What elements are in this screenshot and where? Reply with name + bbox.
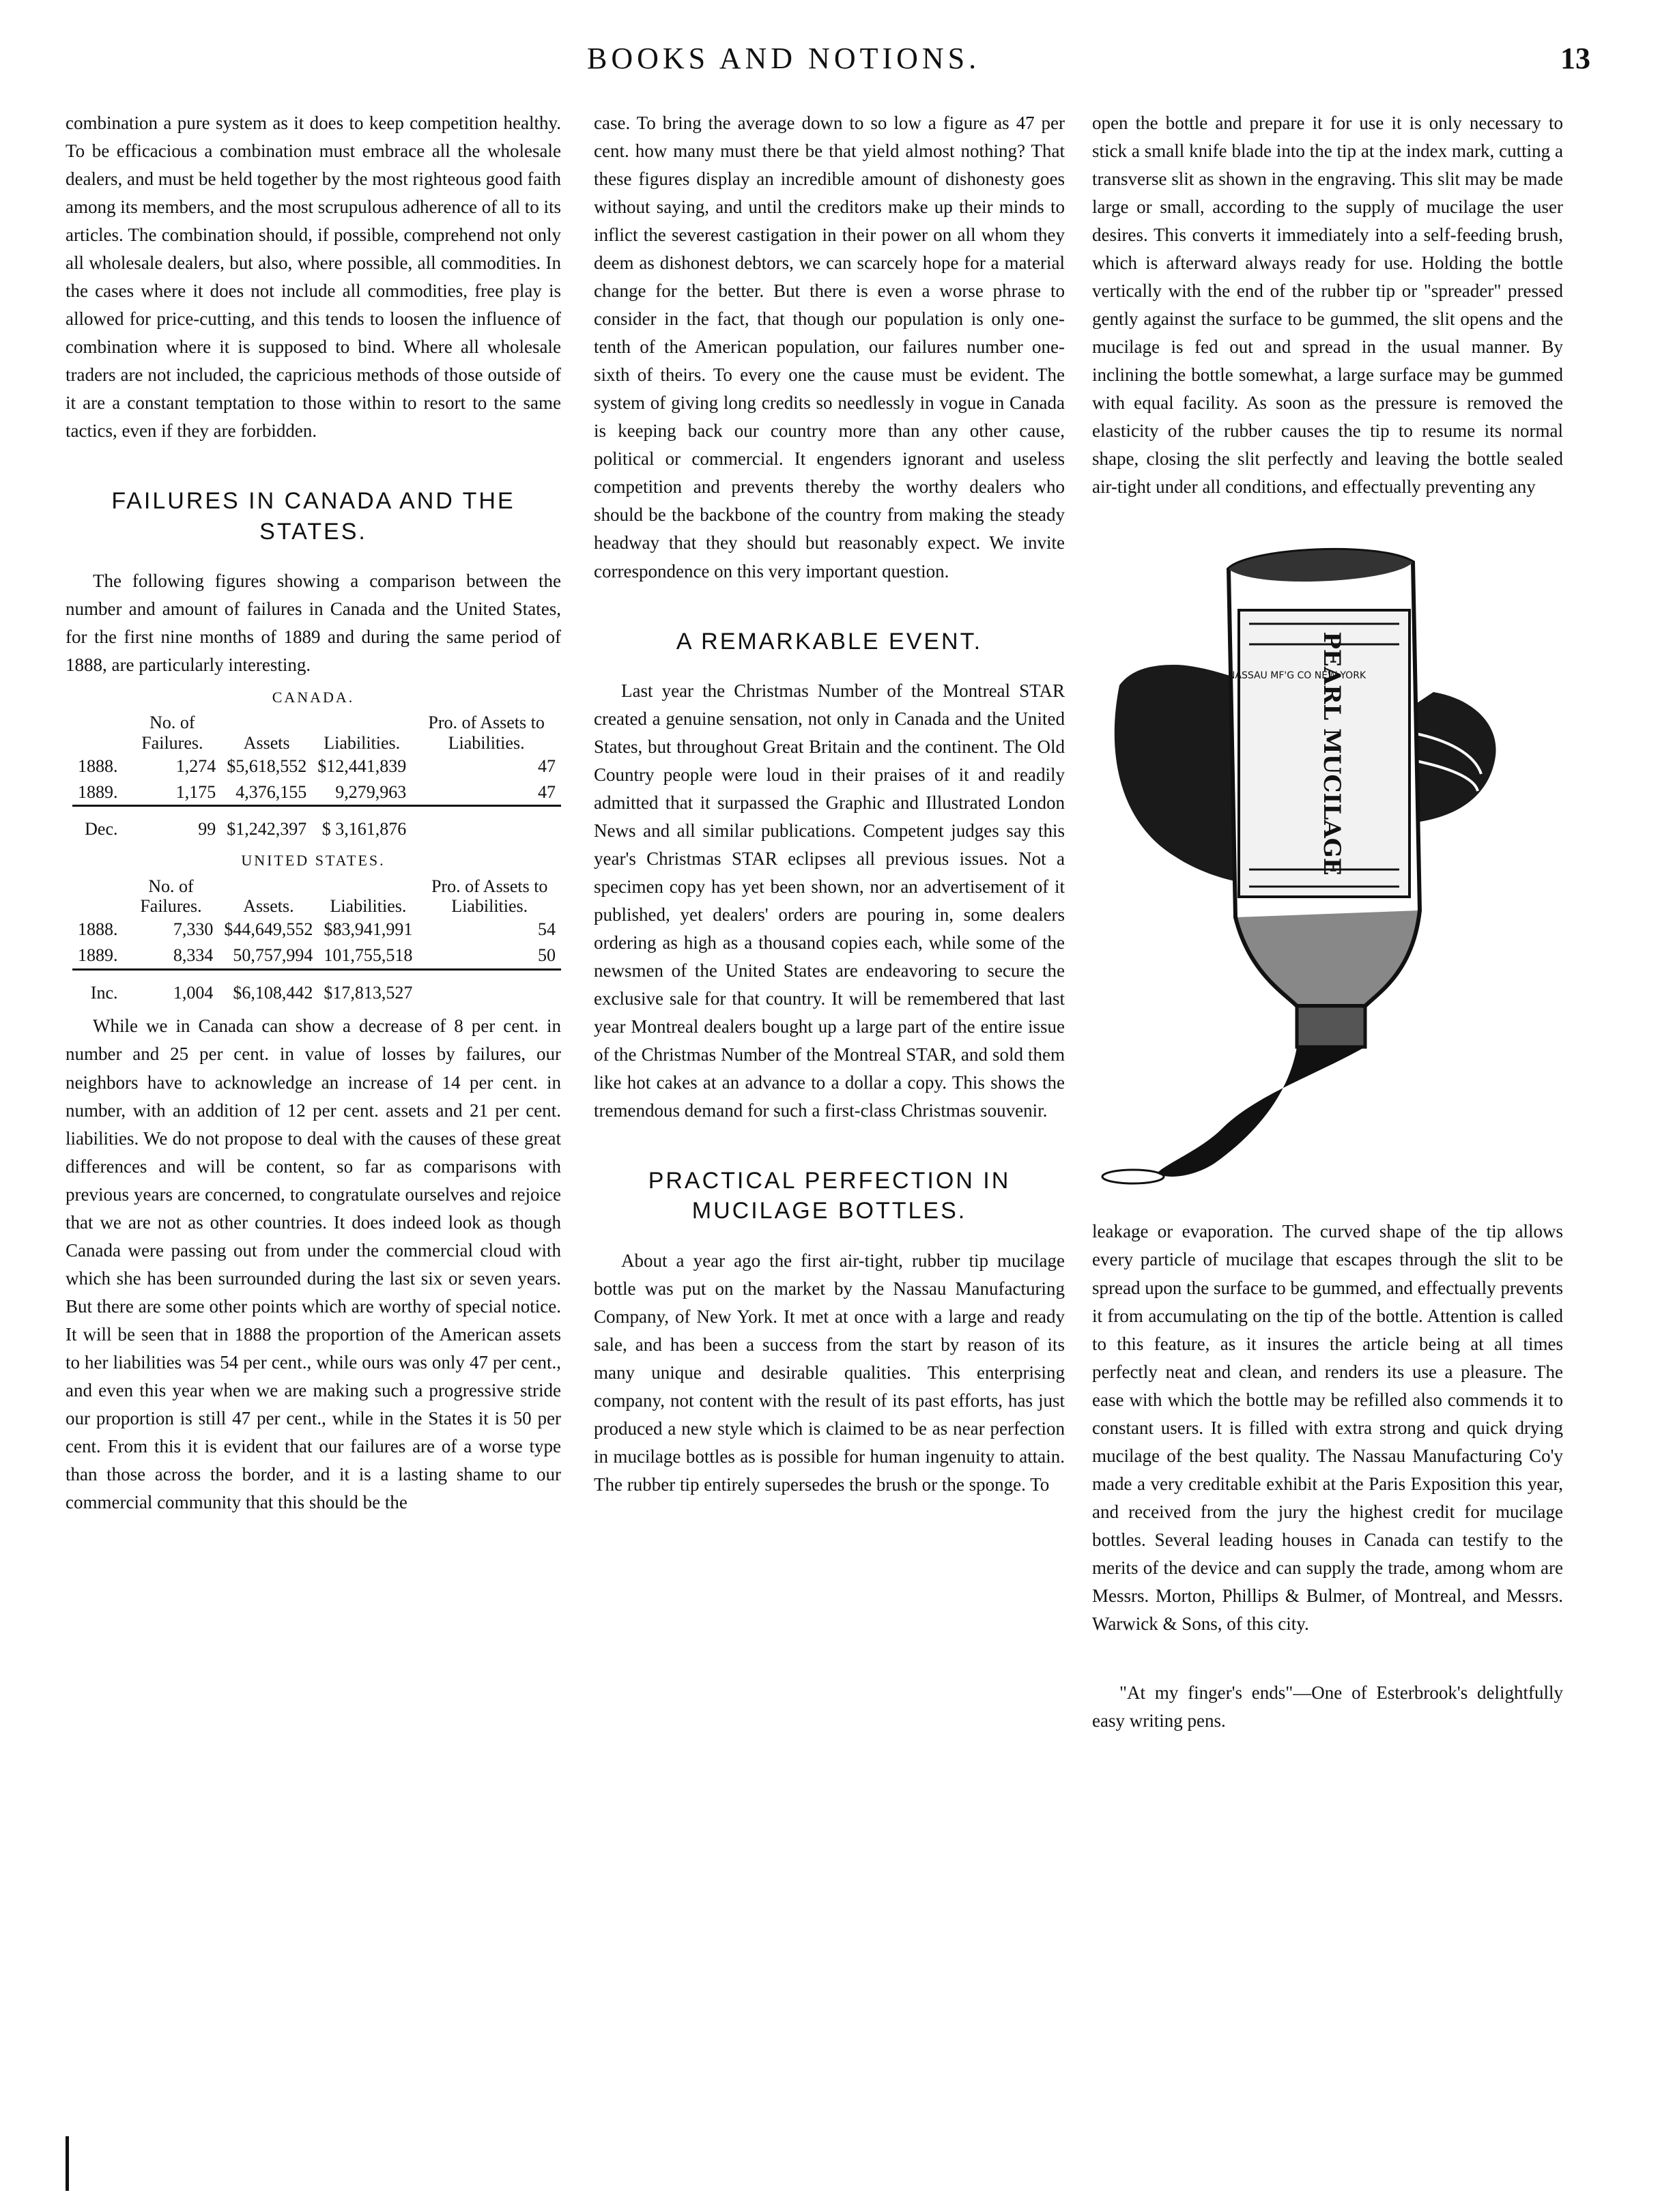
bottle-maker-text: NASSAU MF'G CO NEW YORK	[1227, 670, 1366, 682]
table-cell: $6,108,442	[218, 969, 318, 1005]
table-cell: 1,274	[175, 756, 216, 777]
row-label: Inc.	[72, 969, 124, 1005]
table-row	[72, 753, 561, 779]
header-cell: Liabilities.	[330, 896, 407, 917]
canada-table	[72, 713, 561, 842]
row-label: Dec.	[72, 806, 124, 842]
page-edge-mark	[66, 2136, 69, 2191]
table-cell: 54	[538, 919, 556, 940]
table-cell	[418, 969, 561, 1005]
header-cell	[72, 713, 124, 753]
column-1	[66, 109, 561, 1517]
header-cell: Assets.	[243, 896, 294, 917]
running-title: BOOKS AND NOTIONS.	[587, 42, 981, 75]
us-table-title: UNITED STATES.	[241, 852, 386, 870]
page-number: 13	[1560, 42, 1590, 75]
table-cell: 1,004	[124, 969, 219, 1005]
table-cell: 9,279,963	[335, 781, 407, 802]
table-row	[72, 943, 561, 969]
bottle-icon	[1102, 550, 1420, 1183]
mucilage-heading: PRACTICAL PERFECTION IN MUCILAGE BOTTLES.	[648, 1168, 1011, 1224]
failures-heading: FAILURES IN CANADA AND THE STATES.	[111, 488, 515, 545]
column-3	[1092, 109, 1563, 1735]
table-cell: 47	[538, 756, 556, 777]
header-cell: Pro. of Assets to Liabilities.	[428, 713, 545, 753]
row-label: 1889.	[78, 945, 118, 966]
mucilage-bottle-illustration	[1092, 528, 1563, 1197]
table-cell: $5,618,552	[227, 756, 307, 777]
esterbrook-note: "At my finger's ends"—One of Esterbrook's delightfully easy writing pens.	[1092, 1682, 1563, 1731]
mucilage-continued-paragraph: open the bottle and prepare it for use it is only necessary to stick a small knife blade into the tip at the index mark, cutting a transverse slit as shown in the engraving. This slit may be made large or small, according to the supply of mucilage the user desires. This converts it immediately into a self-feeding brush, which is afterward always ready for use. Holding the bottle vertically with the end of the rubber tip or "spreader" pressed gently against the surface to be gummed, the slit opens and the mucilage is fed out and spread in the usual manner. By inclining the bottle somewhat, a large surface may be gummed with equal facility. As soon as the pressure is removed the elasticity of the rubber causes the tip to resume its normal shape, closing the slit perfectly and leaving the bottle sealed air-tight under all conditions, and effectually preventing any	[1092, 113, 1563, 498]
us-table-header	[72, 876, 561, 917]
continued-paragraph: case. To bring the average down to so low a figure as 47 per cent. how many must there be that yield almost nothing? That these figures display an incredible amount of dishonesty goes without saying, and until the creditors make up their minds to inflict the severest castigation in their power on all whom they deem as dishonest debtors, we can scarcely hope for a material change for the better. But there is even a worse phrase to consider in the fact, that though our population is only one-tenth of the American population, our failures number one-sixth of theirs. To every one the cause must be evident. The system of giving long credits so needlessly in vogue in Canada is keeping back our country more than any other cause, political or commercial. It engenders ignorant and useless competition and prevents thereby the worthy dealers who should be the backbone of the country from making the steady headway that they should but reasonably expect. We invite correspondence on this very important question.	[594, 113, 1065, 581]
row-label: 1888.	[78, 919, 118, 940]
row-label: 1889.	[78, 781, 118, 802]
table-cell: 50,757,994	[233, 945, 313, 966]
table-cell: 101,755,518	[324, 945, 413, 966]
header-cell: No. of Failures.	[141, 713, 203, 753]
header-cell: No. of Failures.	[140, 876, 202, 917]
table-cell: 47	[538, 781, 556, 802]
event-paragraph: Last year the Christmas Number of the Montreal STAR created a genuine sensation, not only in Canada and the United States, but throughout Great Britain and the continent. The Old Country people were loud in their praises of it and readily admitted that it surpassed the Graphic and Illustrated London News and all similar publications. Competent judges say this year's Christmas STAR eclipses all previous issues. Not a specimen copy has yet been shown, nor an advertisement of it published, yet dealers' orders are pouring in, some dealers ordering as high as a thousand copies each, while some of the newsmen of the United States are endeavoring to secure the exclusive sale for that country. It will be remembered that last year Montreal dealers bought up a large part of the entire issue of the Christmas Number of the Montreal STAR, and sold them like hot cakes at an advance to a dollar a copy. This shows the tremendous demand for such a first-class Christmas souvenir.	[594, 680, 1065, 1121]
canada-table-header	[72, 713, 561, 753]
bottle-label-text: PEARL MUCILAGE	[1318, 631, 1345, 876]
table-row	[72, 779, 561, 806]
table-cell	[412, 806, 561, 842]
intro-paragraph: combination a pure system as it does to keep competition healthy. To be efficacious a combination must embrace all the wholesale dealers, and must be held together by the most righteous good faith among its members, and the most scrupulous adherence of all to its articles. The combination should, if possible, comprehend not only all wholesale dealers, but also, where possible, all commodities. In the cases where it does not include all commodities, free play is allowed for price-cutting, and this tends to loosen the influence of combination where it is supposed to bind. Where all wholesale traders are not included, the capricious methods of those outside of it are a constant temptation to those within to resort to the same tactics, even if they are forbidden.	[66, 113, 561, 442]
us-table	[72, 876, 561, 1006]
table-cell: $17,813,527	[318, 969, 418, 1005]
rubber-tip-icon	[1157, 1047, 1365, 1177]
page-header	[68, 41, 1590, 89]
table-row	[72, 917, 561, 943]
column-2	[594, 109, 1065, 1499]
event-heading: A REMARKABLE EVENT.	[676, 628, 983, 655]
table-cell: $44,649,552	[224, 919, 313, 940]
header-cell: Assets	[243, 733, 290, 753]
mucilage-paragraph: About a year ago the first air-tight, rubber tip mucilage bottle was put on the market by the Nassau Manufacturing Company, of New York. It met at once with a large and ready sale, and has been a success from the start by reason of its many unique and desirable qualities. This enterprising company, not content with the result of its past efforts, has just produced a new style which is claimed to be as near perfection in mucilage bottles as is possible for human ingenuity to attain. The rubber tip entirely supersedes the brush or the sponge. To	[594, 1250, 1065, 1495]
header-cell	[72, 876, 124, 917]
mucilage-closing-paragraph: leakage or evaporation. The curved shape of the tip allows every particle of mucilage that escapes through the slit to be spread upon the surface to be gummed, and effectually prevents it from accumulating on the tip of the bottle. Attention is called to this feature, as it insures the article being at all times perfectly neat and clean, and renders its use a pleasure. The ease with which the bottle may be refilled also commends it to constant users. It is filled with extra strong and quick drying mucilage of the best quality. The Nassau Manufacturing Co'y made a very creditable exhibit at the Paris Exposition this year, and received from the jury the highest credit for mucilage bottles. Several leading houses in Canada can testify to the merits of the device and can supply the trade, among whom are Messrs. Morton, Phillips & Bulmer, of Montreal, and Messrs. Warwick & Sons, of this city.	[1092, 1221, 1563, 1634]
table-cell: 99	[124, 806, 222, 842]
table-cell: 7,330	[173, 919, 214, 940]
table-cell: 8,334	[173, 945, 214, 966]
table-cell: $12,441,839	[317, 756, 407, 777]
table-cell: 1,175	[175, 781, 216, 802]
table-cell: 50	[538, 945, 556, 966]
table-cell: $1,242,397	[221, 806, 312, 842]
table-cell: 4,376,155	[235, 781, 307, 802]
canada-table-title: CANADA.	[272, 688, 355, 706]
header-cell: Pro. of Assets to Liabilities.	[431, 876, 548, 917]
table-total-row	[72, 806, 561, 842]
table-cell: $ 3,161,876	[312, 806, 412, 842]
failures-body-paragraph: While we in Canada can show a decrease of 8 per cent. in number and 25 per cent. in value of losses by failures, our neighbors have to acknowledge an increase of 14 per cent. in number, with an addition of 12 per cent. assets and 21 per cent. liabilities. We do not propose to deal with the causes of these great differences and will be content, so far as comparisons with previous years are concerned, to congratulate ourselves and rejoice that we are not as other countries. It does indeed look as though Canada were passing out from under the commercial cloud with which she has been surrounded during the last six or seven years. But there are some other points which are worthy of special notice. It will be seen that in 1888 the proportion of the American assets to her liabilities was 54 per cent., while ours was only 47 per cent., and even this year when we are making such a progressive stride our proportion is still 47 per cent., while in the States it is 50 per cent. From this it is evident that our failures are of a worse type than those across the border, and it is a lasting shame to our commercial community that this should be the	[66, 1016, 561, 1512]
table-total-row	[72, 969, 561, 1005]
row-label: 1888.	[78, 756, 118, 777]
header-cell: Liabilities.	[324, 733, 401, 753]
table-cell: $83,941,991	[324, 919, 413, 940]
failures-lead-paragraph: The following figures showing a comparison between the number and amount of failures in Canada and the United States, for the first nine months of 1889 and during the same period of 1888, are particularly interesting.	[66, 570, 561, 675]
